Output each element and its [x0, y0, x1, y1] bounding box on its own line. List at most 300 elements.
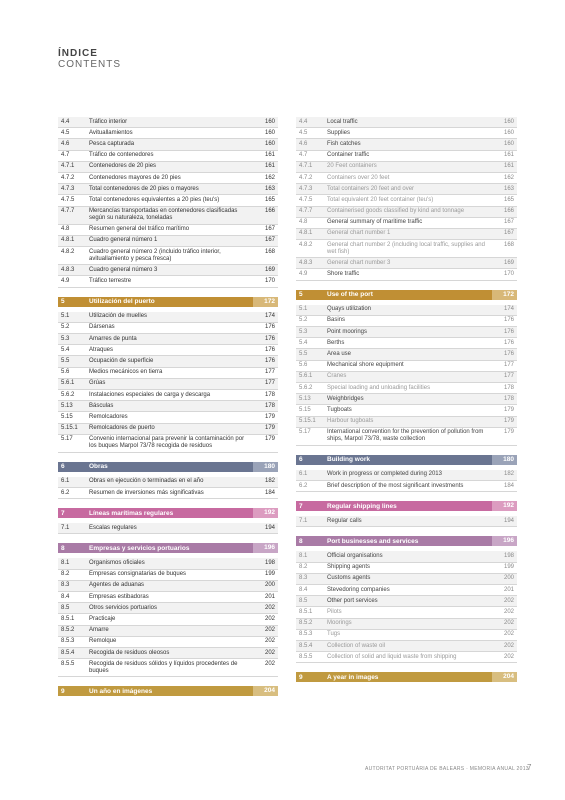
- entry-label: Total equivalent 20 feet container (teu's): [327, 196, 434, 203]
- toc-entry[interactable]: [58, 334, 278, 345]
- section-title: Utilización del puerto: [89, 298, 155, 306]
- entry-label: Tugs: [327, 631, 341, 638]
- toc-entry[interactable]: [58, 345, 278, 356]
- entry-page: 161: [264, 163, 275, 170]
- entry-label: Medios mecánicos en tierra: [89, 369, 163, 376]
- toc-entry[interactable]: [58, 614, 278, 625]
- entry-label: Amarres de punta: [89, 335, 137, 342]
- entry-page: 202: [503, 620, 514, 627]
- entry-number: 4.7.7: [61, 208, 75, 215]
- toc-entry[interactable]: [296, 383, 517, 394]
- entry-label: Shipping agents: [327, 564, 371, 571]
- entry-label: Basins: [327, 317, 346, 324]
- toc-entry[interactable]: [296, 349, 517, 360]
- toc-entry[interactable]: [296, 184, 517, 195]
- entry-number: 5.3: [61, 335, 70, 342]
- section-number: 5: [299, 291, 303, 299]
- entry-number: 4.8.1: [299, 230, 313, 237]
- entry-page: 169: [264, 266, 275, 273]
- entry-label: Customs agents: [327, 575, 371, 582]
- section-header-business[interactable]: [58, 543, 278, 553]
- spacer: [58, 288, 278, 297]
- toc-entry[interactable]: [296, 229, 517, 240]
- entry-page: 169: [503, 259, 514, 266]
- toc-entry[interactable]: [296, 428, 517, 446]
- toc-entry[interactable]: [296, 417, 517, 428]
- toc-entry[interactable]: [296, 551, 517, 562]
- entry-number: 4.6: [299, 140, 308, 147]
- entry-page: 166: [264, 208, 275, 215]
- toc-entry[interactable]: [296, 574, 517, 585]
- toc-entry[interactable]: [58, 207, 278, 225]
- entry-page: 179: [503, 406, 514, 413]
- section-number: 8: [61, 544, 65, 552]
- entry-number: 5.6.1: [61, 380, 75, 387]
- toc-entry[interactable]: [58, 265, 278, 276]
- toc-entry[interactable]: [58, 626, 278, 637]
- entry-page: 165: [503, 196, 514, 203]
- entry-page: 182: [503, 471, 514, 478]
- spacer: [296, 281, 517, 290]
- entry-label: Remolcadores de puerto: [89, 425, 155, 432]
- section-title: Port businesses and services: [327, 537, 419, 545]
- entry-number: 7.1: [299, 517, 308, 524]
- toc-entry[interactable]: [296, 195, 517, 206]
- entry-page: 201: [264, 593, 275, 600]
- toc-entry[interactable]: [296, 258, 517, 269]
- toc-entry[interactable]: [296, 117, 517, 128]
- entry-label: Pesca capturada: [89, 140, 135, 147]
- entry-number: 8.4: [61, 593, 70, 600]
- entry-number: 6.1: [61, 478, 70, 485]
- toc-entry[interactable]: [296, 139, 517, 150]
- entry-label: Recogida de residuos sólidos y líquidos procedentes de buques: [89, 660, 238, 674]
- entry-page: 160: [264, 118, 275, 125]
- entry-label: Cuadro general número 1: [89, 237, 158, 244]
- entry-label: Regular calls: [327, 517, 362, 524]
- toc-entry[interactable]: [296, 240, 517, 258]
- entry-page: 177: [264, 380, 275, 387]
- entry-page: 177: [264, 369, 275, 376]
- toc-entry[interactable]: [296, 269, 517, 280]
- entry-label: Weighbridges: [327, 395, 364, 402]
- section-header-port-use[interactable]: [58, 297, 278, 307]
- entry-page: 202: [264, 627, 275, 634]
- entry-page: 202: [503, 642, 514, 649]
- section-title: Obras: [89, 463, 108, 471]
- section-title: Empresas y servicios portuarios: [89, 544, 190, 552]
- entry-number: 4.6: [61, 140, 70, 147]
- toc-entry[interactable]: [58, 603, 278, 614]
- entry-number: 4.7.3: [61, 185, 75, 192]
- entry-page: 160: [503, 118, 514, 125]
- entry-page: 176: [503, 328, 514, 335]
- entry-number: 5.17: [61, 436, 73, 443]
- toc-entry[interactable]: [296, 394, 517, 405]
- entry-label: 20 Feet containers: [327, 163, 377, 170]
- toc-entry[interactable]: [58, 225, 278, 236]
- entry-label: Point moorings: [327, 328, 368, 335]
- entry-page: 177: [503, 373, 514, 380]
- entry-page: 201: [503, 586, 514, 593]
- toc-entry[interactable]: [296, 652, 517, 663]
- entry-number: 7.1: [61, 524, 70, 531]
- entry-page: 202: [503, 597, 514, 604]
- entry-number: 5.6.2: [61, 391, 75, 398]
- entry-page: 167: [503, 230, 514, 237]
- entry-page: 182: [264, 478, 275, 485]
- entry-page: 161: [503, 163, 514, 170]
- entry-page: 179: [503, 429, 514, 436]
- entry-label: General summary of maritime traffic: [327, 219, 423, 226]
- entry-label: Harbour tugboats: [327, 418, 374, 425]
- section-title: Regular shipping lines: [327, 502, 397, 510]
- entry-page: 163: [503, 185, 514, 192]
- section-title: Un año en imágenes: [89, 687, 153, 695]
- entry-page: 179: [264, 413, 275, 420]
- entry-page: 178: [264, 402, 275, 409]
- entry-number: 5.4: [299, 339, 308, 346]
- entry-page: 161: [264, 152, 275, 159]
- entry-page: 176: [503, 339, 514, 346]
- toc-entry[interactable]: [58, 659, 278, 677]
- entry-label: Official organisations: [327, 553, 383, 560]
- entry-page: 194: [264, 524, 275, 531]
- toc-entry[interactable]: [58, 558, 278, 569]
- toc-entry[interactable]: [58, 570, 278, 581]
- entry-page: 178: [503, 395, 514, 402]
- toc-entry[interactable]: [296, 405, 517, 416]
- index-title-en: CONTENTS: [58, 59, 121, 70]
- section-page: 196: [253, 543, 278, 553]
- entry-number: 5.2: [61, 324, 70, 331]
- section-number: 9: [61, 687, 65, 695]
- section-title: Building work: [327, 456, 370, 464]
- toc-entry[interactable]: [296, 607, 517, 618]
- entry-label: Dársenas: [89, 324, 115, 331]
- toc-entry[interactable]: [58, 477, 278, 488]
- entry-number: 5.4: [61, 346, 70, 353]
- entry-label: Otros servicios portuarios: [89, 604, 158, 611]
- toc-entry[interactable]: [58, 648, 278, 659]
- section-number: 8: [299, 537, 303, 545]
- toc-entry[interactable]: [296, 641, 517, 652]
- section-page: 204: [253, 686, 278, 696]
- toc-entry[interactable]: [58, 151, 278, 162]
- entry-number: 5.6: [61, 369, 70, 376]
- entry-number: 4.9: [61, 278, 70, 285]
- section-number: 9: [299, 673, 303, 681]
- entry-label: Collection of waste oil: [327, 642, 386, 649]
- entry-page: 161: [503, 152, 514, 159]
- spacer: [58, 534, 278, 543]
- entry-label: Total contenedores de 20 pies o mayores: [89, 185, 199, 192]
- toc-entry[interactable]: [296, 128, 517, 139]
- entry-page: 179: [264, 436, 275, 443]
- entry-label: Tráfico interior: [89, 118, 128, 125]
- entry-label: Atraques: [89, 346, 114, 353]
- toc-entry[interactable]: [58, 390, 278, 401]
- entry-number: 8.5.3: [61, 638, 75, 645]
- section-header-works[interactable]: [58, 462, 278, 472]
- entry-label: Tráfico terrestre: [89, 278, 132, 285]
- entry-number: 4.8: [299, 219, 308, 226]
- section-header-business[interactable]: [296, 536, 517, 546]
- entry-number: 5.1: [61, 313, 70, 320]
- toc-entry[interactable]: [296, 327, 517, 338]
- entry-number: 4.9: [299, 271, 308, 278]
- entry-page: 194: [503, 517, 514, 524]
- entry-label: Organismos oficiales: [89, 560, 145, 567]
- entry-number: 5.15: [61, 413, 73, 420]
- toc-entry[interactable]: [296, 563, 517, 574]
- entry-page: 176: [264, 357, 275, 364]
- entry-page: 167: [503, 219, 514, 226]
- section-page: 180: [253, 462, 278, 472]
- toc-entry[interactable]: [58, 424, 278, 435]
- entry-number: 4.8.3: [61, 266, 75, 273]
- toc-entry[interactable]: [58, 312, 278, 323]
- spacer: [58, 453, 278, 462]
- entry-number: 6.2: [299, 482, 308, 489]
- entry-number: 4.7.5: [299, 196, 313, 203]
- toc-entry[interactable]: [296, 218, 517, 229]
- section-number: 6: [299, 456, 303, 464]
- index-title-es: ÍNDICE: [58, 48, 98, 59]
- entry-label: Berths: [327, 339, 345, 346]
- section-number: 7: [61, 509, 65, 517]
- entry-number: 8.5.3: [299, 631, 313, 638]
- section-title: Líneas marítimas regulares: [89, 509, 174, 517]
- toc-entry[interactable]: [58, 368, 278, 379]
- entry-number: 4.7: [61, 152, 70, 159]
- toc-entry[interactable]: [296, 207, 517, 218]
- entry-label: Básculas: [89, 402, 114, 409]
- toc-entry[interactable]: [296, 470, 517, 481]
- entry-label: Escalas regulares: [89, 524, 137, 531]
- entry-page: 170: [503, 271, 514, 278]
- entry-number: 4.7.1: [61, 163, 75, 170]
- toc-entry[interactable]: [58, 523, 278, 534]
- toc-entry[interactable]: [58, 247, 278, 265]
- section-header-shipping[interactable]: [58, 508, 278, 518]
- entry-page: 162: [503, 174, 514, 181]
- toc-entry[interactable]: [296, 596, 517, 607]
- entry-label: Cuadro general número 3: [89, 266, 158, 273]
- toc-entry[interactable]: [296, 516, 517, 527]
- entry-page: 176: [264, 335, 275, 342]
- entry-page: 200: [264, 582, 275, 589]
- section-page: 192: [492, 501, 517, 511]
- entry-page: 168: [264, 248, 275, 255]
- entry-number: 4.5: [61, 129, 70, 136]
- entry-number: 4.5: [299, 129, 308, 136]
- toc-entry[interactable]: [296, 585, 517, 596]
- entry-number: 5.17: [299, 429, 311, 436]
- entry-label: Convenio internacional para prevenir la contaminación por los buques Marpol 73/78 recogida de residuos: [89, 436, 245, 450]
- entry-page: 168: [503, 241, 514, 248]
- entry-number: 4.8.1: [61, 237, 75, 244]
- entry-label: Remolque: [89, 638, 117, 645]
- entry-number: 5.1: [299, 306, 308, 313]
- entry-number: 5.6.1: [299, 373, 313, 380]
- entry-page: 202: [503, 608, 514, 615]
- toc-column-spanish: [58, 117, 278, 696]
- entry-page: 163: [264, 185, 275, 192]
- toc-entry[interactable]: [296, 162, 517, 173]
- entry-page: 176: [503, 350, 514, 357]
- entry-label: Resumen general del tráfico marítimo: [89, 226, 190, 233]
- entry-label: Mercancías transportadas en contenedores clasificadas según su naturaleza, toneladas: [89, 208, 238, 222]
- entry-label: Grúas: [89, 380, 106, 387]
- entry-number: 5.13: [61, 402, 73, 409]
- toc-entry[interactable]: [58, 401, 278, 412]
- entry-label: Container traffic: [327, 152, 370, 159]
- entry-number: 5.13: [299, 395, 311, 402]
- toc-entry[interactable]: [58, 435, 278, 453]
- entry-page: 179: [264, 425, 275, 432]
- section-header-port-use[interactable]: [296, 290, 517, 300]
- entry-number: 8.1: [61, 560, 70, 567]
- entry-number: 4.7: [299, 152, 308, 159]
- entry-page: 200: [503, 575, 514, 582]
- entry-page: 202: [503, 653, 514, 660]
- entry-page: 174: [264, 313, 275, 320]
- spacer: [296, 446, 517, 455]
- entry-label: Utilización de muelles: [89, 313, 148, 320]
- entry-label: Area use: [327, 350, 352, 357]
- toc-entry[interactable]: [58, 184, 278, 195]
- entry-number: 6.2: [61, 489, 70, 496]
- entry-number: 8.5.4: [61, 649, 75, 656]
- entry-label: Total contenedores equivalentes a 20 pies (teu's): [89, 196, 220, 203]
- entry-number: 4.7.2: [61, 174, 75, 181]
- section-page: 172: [492, 290, 517, 300]
- toc-entry[interactable]: [58, 128, 278, 139]
- page-header: [58, 48, 121, 70]
- entry-number: 4.7.1: [299, 163, 313, 170]
- entry-number: 8.2: [299, 564, 308, 571]
- toc-entry[interactable]: [58, 581, 278, 592]
- section-header-works[interactable]: [296, 455, 517, 465]
- entry-number: 5.5: [299, 350, 308, 357]
- entry-page: 178: [503, 384, 514, 391]
- entry-number: 5.2: [299, 317, 308, 324]
- toc-entry[interactable]: [58, 637, 278, 648]
- section-header-shipping[interactable]: [296, 501, 517, 511]
- entry-page: 199: [264, 571, 275, 578]
- toc-entry[interactable]: [58, 323, 278, 334]
- entry-label: General chart number 1: [327, 230, 391, 237]
- toc-entry[interactable]: [58, 173, 278, 184]
- section-header-images[interactable]: [296, 672, 517, 682]
- toc-entry[interactable]: [296, 481, 517, 492]
- entry-label: Tráfico de contenedores: [89, 152, 154, 159]
- entry-number: 4.7.7: [299, 208, 313, 215]
- entry-number: 5.6.2: [299, 384, 313, 391]
- entry-label: Containers over 20 feet: [327, 174, 390, 181]
- entry-page: 202: [264, 615, 275, 622]
- entry-number: 4.8.2: [299, 241, 313, 248]
- entry-page: 176: [503, 317, 514, 324]
- entry-label: Recogida de residuos oleosos: [89, 649, 170, 656]
- entry-label: Agentes de aduanas: [89, 582, 145, 589]
- toc-entry[interactable]: [58, 162, 278, 173]
- spacer: [58, 499, 278, 508]
- entry-label: Work in progress or completed during 2013: [327, 471, 442, 478]
- entry-label: Local traffic: [327, 118, 358, 125]
- toc-entry[interactable]: [296, 173, 517, 184]
- section-header-images[interactable]: [58, 686, 278, 696]
- toc-entry[interactable]: [296, 151, 517, 162]
- toc-entry[interactable]: [58, 379, 278, 390]
- entry-number: 8.4: [299, 586, 308, 593]
- entry-label: Cranes: [327, 373, 347, 380]
- entry-label: Supplies: [327, 129, 351, 136]
- entry-label: Moorings: [327, 620, 352, 627]
- toc-entry[interactable]: [58, 195, 278, 206]
- toc-entry[interactable]: [58, 236, 278, 247]
- entry-label: Shore traffic: [327, 271, 360, 278]
- section-page: 192: [253, 508, 278, 518]
- toc-entry[interactable]: [58, 592, 278, 603]
- entry-page: 178: [264, 391, 275, 398]
- toc-entry[interactable]: [58, 356, 278, 367]
- entry-label: Obras en ejecución o terminadas en el año: [89, 478, 204, 485]
- section-title: Use of the port: [327, 291, 373, 299]
- toc-entry[interactable]: [58, 488, 278, 499]
- toc-entry[interactable]: [296, 630, 517, 641]
- spacer: [296, 663, 517, 672]
- toc-entry[interactable]: [296, 361, 517, 372]
- entry-label: Practicaje: [89, 615, 116, 622]
- entry-page: 198: [264, 560, 275, 567]
- entry-label: Stevedoring companies: [327, 586, 390, 593]
- entry-number: 8.1: [299, 553, 308, 560]
- toc-entry[interactable]: [58, 117, 278, 128]
- toc-entry[interactable]: [296, 338, 517, 349]
- entry-page: 199: [503, 564, 514, 571]
- toc-entry[interactable]: [296, 316, 517, 327]
- entry-label: Remolcadores: [89, 413, 128, 420]
- entry-label: Brief description of the most significant investments: [327, 482, 464, 489]
- spacer: [296, 492, 517, 501]
- entry-page: 202: [264, 638, 275, 645]
- entry-number: 8.5: [61, 604, 70, 611]
- entry-page: 202: [264, 660, 275, 667]
- entry-label: Total containers 20 feet and over: [327, 185, 415, 192]
- page-number: 7: [527, 763, 532, 772]
- entry-page: 160: [264, 140, 275, 147]
- entry-page: 179: [503, 418, 514, 425]
- entry-page: 202: [264, 649, 275, 656]
- toc-entry[interactable]: [296, 305, 517, 316]
- entry-number: 4.7.5: [61, 196, 75, 203]
- toc-entry[interactable]: [58, 412, 278, 423]
- entry-label: Contenedores mayores de 20 pies: [89, 174, 181, 181]
- toc-entry[interactable]: [296, 372, 517, 383]
- entry-label: Instalaciones especiales de carga y descarga: [89, 391, 211, 398]
- toc-entry[interactable]: [58, 139, 278, 150]
- entry-label: Empresas estibadoras: [89, 593, 149, 600]
- entry-number: 5.15.1: [61, 425, 78, 432]
- toc-entry[interactable]: [296, 619, 517, 630]
- entry-page: 198: [503, 553, 514, 560]
- entry-label: Resumen de inversiones más significativas: [89, 489, 204, 496]
- entry-page: 160: [503, 140, 514, 147]
- spacer: [296, 527, 517, 536]
- toc-entry[interactable]: [58, 276, 278, 287]
